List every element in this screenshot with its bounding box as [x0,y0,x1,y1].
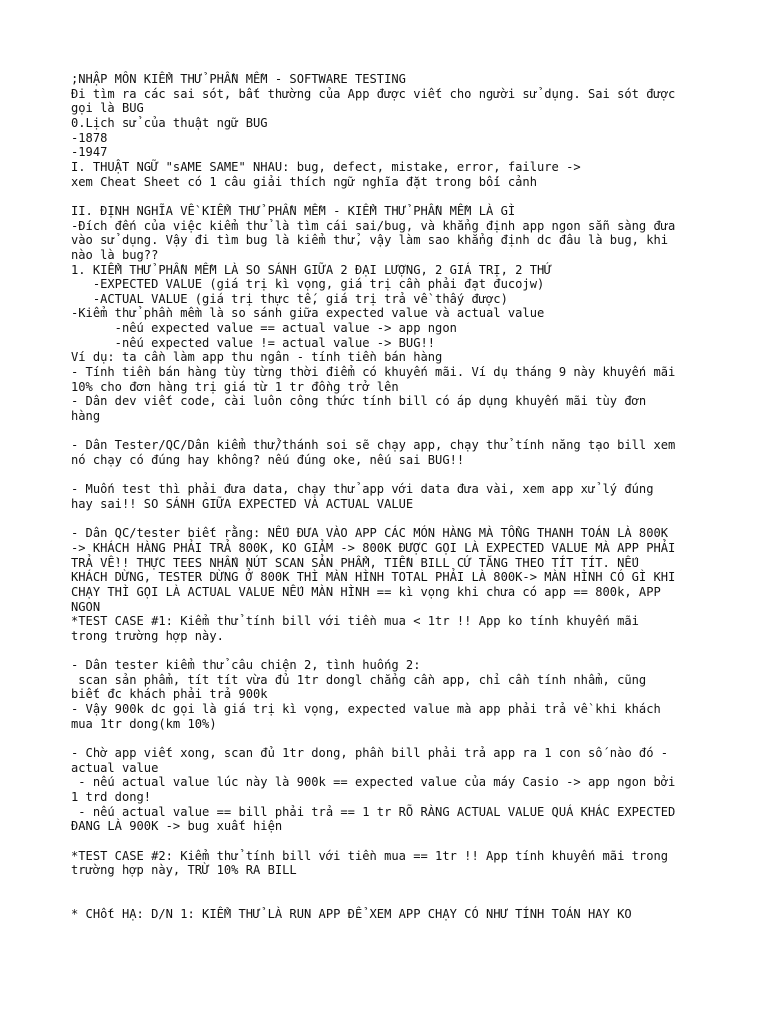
text-line: NGON [71,599,101,614]
text-line: - Dân dev viết code, cài luôn công thức tính bill có áp dụng khuyến mãi tùy đơn [71,394,647,409]
text-line: * CHốt HẠ: D/N 1: KIỂM THỬ LÀ RUN APP ĐỂ XEM APP CHẠY CÓ NHƯ TÍNH TOÁN HAY KO [71,907,632,922]
text-line: Ví dụ: ta cần làm app thu ngân - tính tiền bán hàng [71,350,443,365]
text-line: II. ĐỊNH NGHĨA VỀ KIỂM THỬ PHẦN MỀM - KIỂM THỬ PHẦN MỀM LÀ GÌ [71,203,516,218]
blank-line [71,644,701,659]
text-line: 1 trd dong! [71,790,152,805]
text-line: scan sản phẩm, tít tít vừa đủ 1tr dongl chẳng cần app, chỉ cần tính nhẩm, cũng [71,672,647,687]
text-line: nào là bug?? [71,247,159,262]
text-line: trường hợp này, TRỪ 10% RA BILL [71,863,297,878]
text-line: -Kiểm thử phần mềm là so sánh giữa expected value và actual value [71,306,545,321]
text-line: biết đc khách phải trả 900k [71,687,268,702]
text-line: - Dân tester kiểm thử câu chiện 2, tình huống 2: [71,658,421,673]
text-line: 0.Lịch sử của thuật ngữ BUG [71,115,268,130]
text-line: hàng [71,409,101,424]
text-line: actual value [71,760,159,775]
text-line: -nếu expected value == actual value -> app ngon [71,321,457,336]
text-line: trong trường hợp này. [71,628,224,643]
text-line: - Vậy 900k dc gọi là giá trị kì vọng, expected value mà app phải trả về khi khách [71,702,661,717]
text-line: gọi là BUG [71,101,144,116]
text-line: *TEST CASE #1: Kiểm thử tính bill với tiền mua < 1tr !! App ko tính khuyến mãi [71,614,639,629]
text-line: - Chờ app viết xong, scan đủ 1tr dong, phần bill phải trả app ra 1 con số nào đó - [71,746,669,761]
text-line: ;NHẬP MÔN KIỂM THỬ PHẦN MỀM - SOFTWARE TESTING [71,72,406,86]
text-line: CHẠY THÌ GỌI LÀ ACTUAL VALUE NẾU MÀN HÌNH == kì vọng khi chưa có app == 800k, APP [71,584,661,599]
blank-line [71,468,701,483]
text-line: -EXPECTED VALUE (giá trị kì vọng, giá trị cần phải đạt đucojw) [71,277,545,292]
blank-line [71,878,701,893]
document-text [71,72,701,922]
text-line: 1. KIỂM THỬ PHẦN MỀM LÀ SO SÁNH GIỮA 2 ĐẠI LƯỢNG, 2 GIÁ TRỊ, 2 THỨ [71,262,552,277]
text-line: -nếu expected value != actual value -> BUG!! [71,335,436,350]
text-line: hay sai!! SO SÁNH GIỮA EXPECTED VÀ ACTUAL VALUE [71,496,414,511]
text-line: KHÁCH DỪNG, TESTER DỪNG Ở 800K THÌ MÀN HÌNH TOTAL PHẢI LÀ 800K-> MÀN HÌNH CÓ GÌ KHI [71,570,676,585]
text-line: - Dân QC/tester biết rằng: NẾU ĐƯA VÀO APP CÁC MÓN HÀNG MÀ TỔNG THANH TOÁN LÀ 800K [71,526,669,541]
text-line: vào sử dụng. Vậy đi tìm bug là kiểm thử, vậy làm sao khẳng định dc đâu là bug, khi [71,233,669,248]
text-line: - Tính tiền bán hàng tùy từng thời điểm có khuyến mãi. Ví dụ tháng 9 này khuyến mãi [71,365,676,380]
blank-line [71,512,701,527]
text-line: TRẢ VỀ!! THỰC TEES NHẤN NÚT SCAN SẢN PHẨM, TIỀN BILL CỨ TĂNG THEO TÍT TÍT. NẾU [71,555,639,570]
text-line: -ACTUAL VALUE (giá trị thực tế, giá trị trả về thấy được) [71,291,508,306]
text-line: -1878 [71,130,108,145]
text-line: *TEST CASE #2: Kiểm thử tính bill với tiền mua == 1tr !! App tính khuyến mãi trong [71,848,669,863]
blank-line [71,424,701,439]
text-line: - nếu actual value == bill phải trả == 1 tr RÕ RÀNG ACTUAL VALUE QUÁ KHÁC EXPECTED [71,804,676,819]
text-line: I. THUẬT NGỮ "sAME SAME" NHAU: bug, defect, mistake, error, failure -> [71,159,581,174]
text-line: - Dân Tester/QC/Dân kiểm thử/thánh soi sẽ chạy app, chạy thử tính năng tạo bill xem [71,438,676,453]
text-line: - Muốn test thì phải đưa data, chạy thử app với data đưa vài, xem app xử lý đúng [71,482,654,497]
blank-line [71,893,701,908]
text-line: -> KHÁCH HÀNG PHẢI TRẢ 800K, KO GIẢM -> 800K ĐƯỢC GỌI LÀ EXPECTED VALUE MÀ APP PHẢI [71,540,676,555]
text-line: -1947 [71,145,108,160]
text-line: Đi tìm ra các sai sót, bất thường của App được viết cho người sử dụng. Sai sót được [71,86,676,101]
blank-line [71,834,701,849]
text-line: nó chạy có đúng hay không? nếu đúng oke, nếu sai BUG!! [71,453,465,468]
text-line: xem Cheat Sheet có 1 câu giải thích ngữ nghĩa đặt trong bối cảnh [71,174,537,189]
text-line: - nếu actual value lúc này là 900k == expected value của máy Casio -> app ngon bởi [71,775,676,790]
text-line: mua 1tr dong(km 10%) [71,716,217,731]
text-line: -Đích đến của việc kiểm thử là tìm cái sai/bug, và khẳng định app ngon sẵn sàng đưa [71,218,676,233]
blank-line [71,731,701,746]
text-line: ĐANG LÀ 900K -> bug xuất hiện [71,819,283,834]
text-line: 10% cho đơn hàng trị giá từ 1 tr đồng trở lên [71,379,399,394]
blank-line [71,189,701,204]
